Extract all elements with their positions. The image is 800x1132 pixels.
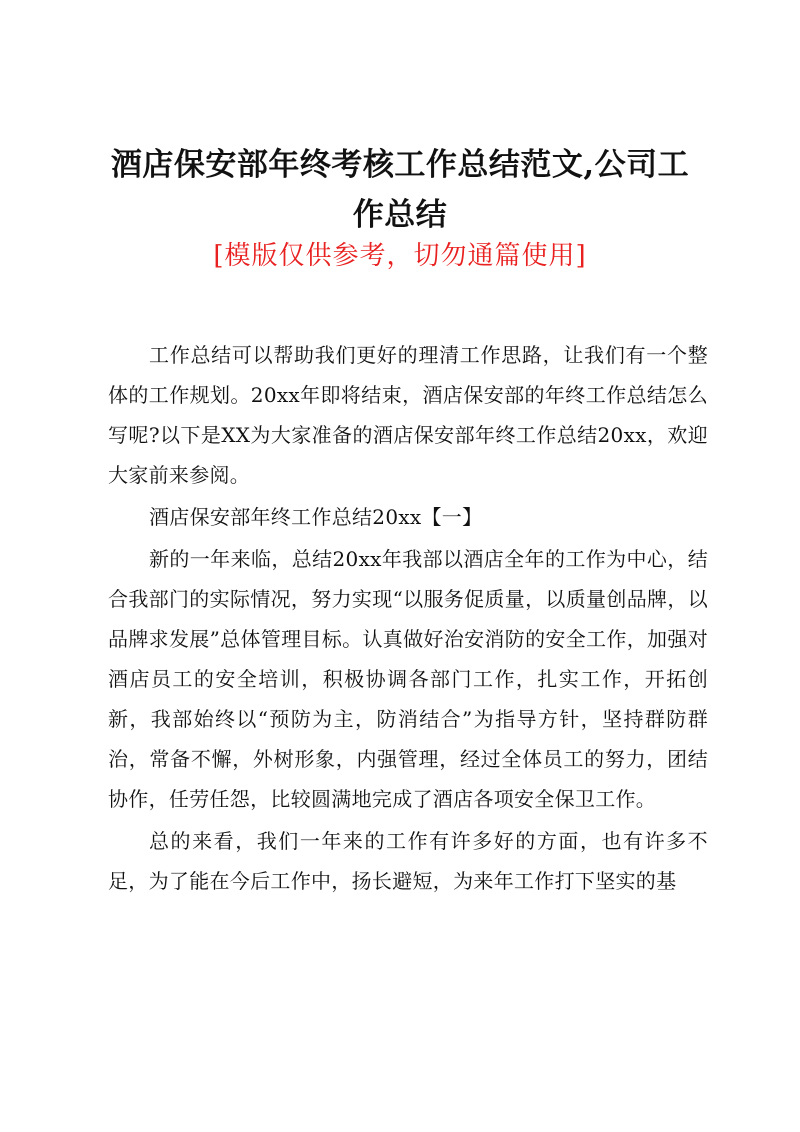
document-body: [108, 335, 708, 901]
body-paragraph: 总的来看，我们一年来的工作有许多好的方面，也有许多不足，为了能在今后工作中，扬长避短，为来年工作打下坚实的基: [108, 829, 708, 893]
intro-paragraph: 工作总结可以帮助我们更好的理清工作思路，让我们有一个整体的工作规划。20xx年即将结束，酒店保安部的年终工作总结怎么写呢?以下是XX为大家准备的酒店保安部年终工作总结20xx，欢迎大家前来参阅。: [108, 343, 708, 487]
template-notice: [模版仅供参考，切勿通篇使用]: [213, 241, 587, 271]
section-heading: 酒店保安部年终工作总结20xx【一】: [149, 505, 483, 529]
document-title: 酒店保安部年终考核工作总结范文,公司工作总结: [110, 147, 690, 233]
body-paragraph: 新的一年来临，总结20xx年我部以酒店全年的工作为中心，结合我部门的实际情况，努力实现“以服务促质量，以质量创品牌，以品牌求发展”总体管理目标。认真做好治安消防的安全工作，加强对酒店员工的安全培训，积极协调各部门工作，扎实工作，开拓创新，我部始终以“预防为主，防消结合”为指导方针，坚持群防群治，常备不懈，外树形象，内强管理，经过全体员工的努力，团结协作，任劳任怨，比较圆满地完成了酒店各项安全保卫工作。: [108, 547, 708, 811]
